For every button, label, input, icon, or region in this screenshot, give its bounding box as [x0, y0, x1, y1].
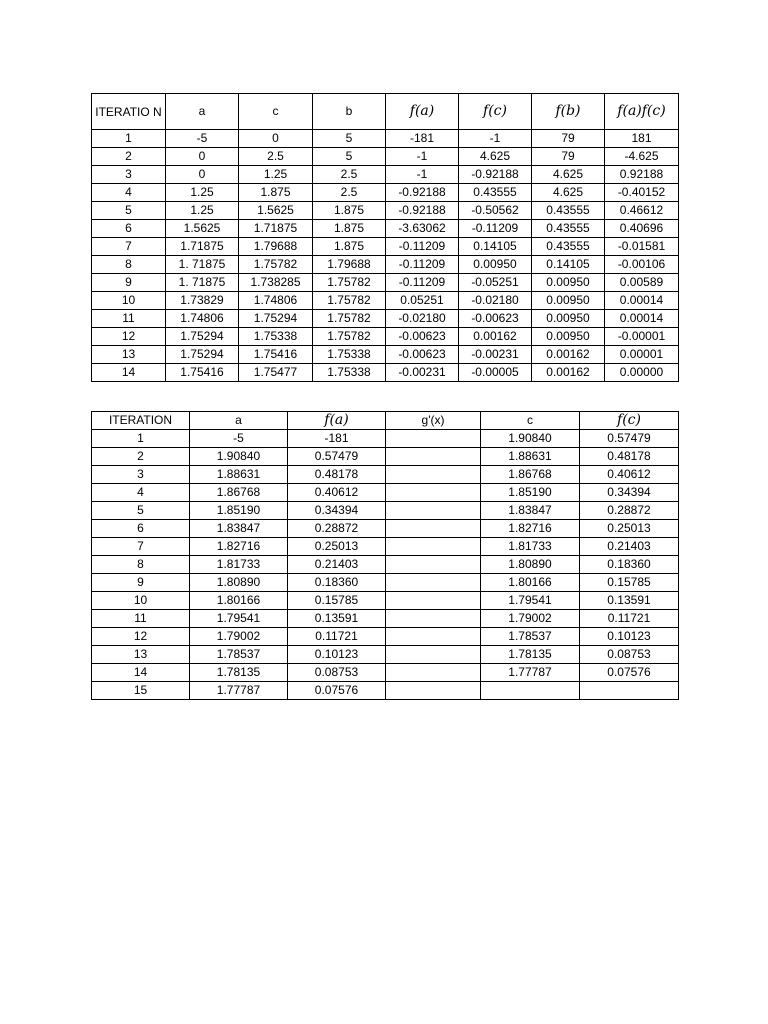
table-cell: 1.83847	[190, 520, 288, 538]
newton-table-body	[92, 430, 679, 700]
table-cell: 0.43555	[459, 184, 532, 202]
table-cell: -0.50562	[459, 202, 532, 220]
table-cell: 0.57479	[580, 430, 679, 448]
table-cell: 0.46612	[605, 202, 679, 220]
table-row	[92, 220, 679, 238]
table-cell	[580, 682, 679, 700]
table-cell: -0.00106	[605, 256, 679, 274]
table-cell	[481, 682, 580, 700]
table-cell: 1.75782	[239, 256, 313, 274]
table-cell: 0.48178	[580, 448, 679, 466]
table-cell: 1	[92, 430, 190, 448]
table-cell: -0.40152	[605, 184, 679, 202]
table-header-row	[92, 412, 679, 430]
table-cell: 0.10123	[288, 646, 386, 664]
table-cell: 0.00162	[459, 328, 532, 346]
table-row	[92, 202, 679, 220]
header-f-c: f(c)	[459, 94, 532, 130]
table-cell: 0.18360	[288, 574, 386, 592]
table-cell: -0.00623	[386, 346, 459, 364]
table-cell: 10	[92, 292, 166, 310]
table-row	[92, 682, 679, 700]
table-cell: 0.00162	[532, 346, 605, 364]
table-cell: 1.88631	[190, 466, 288, 484]
table-cell: 0.05251	[386, 292, 459, 310]
header-f-b: f(b)	[532, 94, 605, 130]
table-cell: 1.75338	[239, 328, 313, 346]
table-cell: 13	[92, 346, 166, 364]
table-row	[92, 646, 679, 664]
table-cell: 7	[92, 538, 190, 556]
table-cell: 1.71875	[239, 220, 313, 238]
table-cell: -0.00623	[459, 310, 532, 328]
table-cell: 1.75416	[166, 364, 239, 382]
table-cell: 1.875	[239, 184, 313, 202]
header-c: c	[481, 412, 580, 430]
header-a: a	[190, 412, 288, 430]
table-cell: 0.92188	[605, 166, 679, 184]
table-cell: 79	[532, 130, 605, 148]
table-row	[92, 628, 679, 646]
table-cell: -5	[166, 130, 239, 148]
table-cell: 1.80890	[190, 574, 288, 592]
table-cell: 1.88631	[481, 448, 580, 466]
table-cell: 0	[166, 166, 239, 184]
table-cell: 2	[92, 148, 166, 166]
table-cell: 0.07576	[580, 664, 679, 682]
table-cell: 1.75338	[313, 346, 386, 364]
table-cell: 0.14105	[532, 256, 605, 274]
table-cell: 8	[92, 256, 166, 274]
table-cell: 0	[166, 148, 239, 166]
table-cell: 181	[605, 130, 679, 148]
table-row	[92, 448, 679, 466]
table-cell: 0	[239, 130, 313, 148]
table-cell: 1.875	[313, 220, 386, 238]
table-cell: -0.05251	[459, 274, 532, 292]
table-cell: 1.80890	[481, 556, 580, 574]
header-b: b	[313, 94, 386, 130]
table-cell: 1.79002	[481, 610, 580, 628]
table-cell: 0.08753	[580, 646, 679, 664]
table-cell: 1.81733	[481, 538, 580, 556]
table-cell	[386, 556, 481, 574]
table-cell: 1.82716	[481, 520, 580, 538]
table-cell	[386, 538, 481, 556]
table-cell	[386, 664, 481, 682]
table-cell: 0.11721	[580, 610, 679, 628]
table-cell: 0.40612	[288, 484, 386, 502]
table-cell: 1.71875	[166, 238, 239, 256]
bisection-table-body	[92, 130, 679, 382]
table-cell: 1.79688	[313, 256, 386, 274]
table-row	[92, 328, 679, 346]
table-cell: 1.875	[313, 238, 386, 256]
table-cell: 5	[313, 130, 386, 148]
table-cell: 1.90840	[481, 430, 580, 448]
table-cell: -0.02180	[459, 292, 532, 310]
table-row	[92, 238, 679, 256]
table-cell: 0.00950	[532, 328, 605, 346]
table-cell: -0.01581	[605, 238, 679, 256]
table-cell: 0.13591	[580, 592, 679, 610]
table-cell: 0.43555	[532, 202, 605, 220]
table-cell: 1.25	[166, 202, 239, 220]
table-cell: 0.00950	[532, 310, 605, 328]
table-cell: 1.86768	[481, 466, 580, 484]
table-cell: 1.5625	[166, 220, 239, 238]
table-cell: 1.77787	[481, 664, 580, 682]
table-cell: -1	[459, 130, 532, 148]
table-cell: 0.25013	[580, 520, 679, 538]
table-cell: 1.74806	[239, 292, 313, 310]
table-cell: 0.00162	[532, 364, 605, 382]
table-cell	[386, 610, 481, 628]
table-row	[92, 148, 679, 166]
table-cell: 1.85190	[481, 484, 580, 502]
table-cell: 0.34394	[580, 484, 679, 502]
header-f-a: f(a)	[288, 412, 386, 430]
table-cell: 5	[313, 148, 386, 166]
table-cell: 1.79002	[190, 628, 288, 646]
table-cell: 0.40696	[605, 220, 679, 238]
table-row	[92, 274, 679, 292]
table-cell: 0.00950	[532, 292, 605, 310]
table-cell: 0.43555	[532, 238, 605, 256]
table-cell: 1.75338	[313, 364, 386, 382]
table-cell: -4.625	[605, 148, 679, 166]
table-cell: 4	[92, 184, 166, 202]
table-cell: -0.92188	[386, 202, 459, 220]
table-cell: 1.75294	[166, 328, 239, 346]
table-cell	[386, 628, 481, 646]
bisection-table	[91, 93, 679, 382]
table-cell: 0.18360	[580, 556, 679, 574]
table-cell: -3.63062	[386, 220, 459, 238]
table-row	[92, 574, 679, 592]
table-cell: 1.78537	[190, 646, 288, 664]
table-cell: 0.21403	[580, 538, 679, 556]
table-cell: 0.07576	[288, 682, 386, 700]
table-row	[92, 166, 679, 184]
table-cell: 1.85190	[190, 502, 288, 520]
table-cell: 0.43555	[532, 220, 605, 238]
table-cell: -0.00231	[386, 364, 459, 382]
table-cell: 4.625	[459, 148, 532, 166]
table-cell: 1.75782	[313, 310, 386, 328]
table-cell: -181	[386, 130, 459, 148]
table-cell: -0.00231	[459, 346, 532, 364]
table-cell: 0.21403	[288, 556, 386, 574]
header-a: a	[166, 94, 239, 130]
table-cell: 3	[92, 466, 190, 484]
table-cell	[386, 466, 481, 484]
table-cell: 1.79541	[481, 592, 580, 610]
table-cell: 1	[92, 130, 166, 148]
header-g-prime-x: g'(x)	[386, 412, 481, 430]
table-header-row	[92, 94, 679, 130]
table-cell: 0.48178	[288, 466, 386, 484]
table-row	[92, 592, 679, 610]
table-row	[92, 364, 679, 382]
table-cell: 1.78135	[190, 664, 288, 682]
table-cell: 1.82716	[190, 538, 288, 556]
table-cell: -181	[288, 430, 386, 448]
table-cell: 0.11721	[288, 628, 386, 646]
table-cell: 6	[92, 520, 190, 538]
table-cell: 1.75782	[313, 328, 386, 346]
table-cell: 10	[92, 592, 190, 610]
table-cell: -0.11209	[386, 256, 459, 274]
table-cell: 1.77787	[190, 682, 288, 700]
table-cell	[386, 430, 481, 448]
table-cell: 1.81733	[190, 556, 288, 574]
table-cell: -1	[386, 166, 459, 184]
table-row	[92, 466, 679, 484]
table-cell: 12	[92, 328, 166, 346]
table-cell: 1. 71875	[166, 274, 239, 292]
table-cell: 11	[92, 610, 190, 628]
table-cell: 0.00014	[605, 292, 679, 310]
table-cell	[386, 646, 481, 664]
table-row	[92, 346, 679, 364]
table-cell: 0.57479	[288, 448, 386, 466]
header-iteration: ITERATION	[92, 412, 190, 430]
table-cell	[386, 574, 481, 592]
table-row	[92, 310, 679, 328]
table-cell: 1.78537	[481, 628, 580, 646]
table-cell: 0.28872	[288, 520, 386, 538]
table-cell: 79	[532, 148, 605, 166]
table-cell: 1.75782	[313, 292, 386, 310]
table-cell: 0.25013	[288, 538, 386, 556]
table-row	[92, 130, 679, 148]
table-cell	[386, 520, 481, 538]
table-cell: 4.625	[532, 166, 605, 184]
table-cell: 1.80166	[481, 574, 580, 592]
table-cell: 4	[92, 484, 190, 502]
table-cell	[386, 592, 481, 610]
table-cell: 0.08753	[288, 664, 386, 682]
table-cell: 0.00014	[605, 310, 679, 328]
table-row	[92, 184, 679, 202]
table-cell: 2.5	[239, 148, 313, 166]
table-row	[92, 610, 679, 628]
table-cell: -0.92188	[386, 184, 459, 202]
table-cell: 1.75477	[239, 364, 313, 382]
table-cell: 1.83847	[481, 502, 580, 520]
table-cell: 0.13591	[288, 610, 386, 628]
table-cell: 1.25	[166, 184, 239, 202]
table-cell: 1.74806	[166, 310, 239, 328]
table-row	[92, 502, 679, 520]
table-cell: 0.34394	[288, 502, 386, 520]
table-row	[92, 664, 679, 682]
table-cell: 14	[92, 364, 166, 382]
table-cell	[386, 448, 481, 466]
table-cell: 15	[92, 682, 190, 700]
table-cell: -0.11209	[459, 220, 532, 238]
table-cell: -0.02180	[386, 310, 459, 328]
table-cell: 1.79688	[239, 238, 313, 256]
table-row	[92, 256, 679, 274]
table-cell: 0.40612	[580, 466, 679, 484]
table-cell: -0.00001	[605, 328, 679, 346]
table-cell: 2	[92, 448, 190, 466]
table-cell: 1.875	[313, 202, 386, 220]
table-cell: 8	[92, 556, 190, 574]
table-cell: 9	[92, 274, 166, 292]
header-f-c: f(c)	[580, 412, 679, 430]
table-cell: 1.75416	[239, 346, 313, 364]
table-cell: -1	[386, 148, 459, 166]
table-cell: 0.14105	[459, 238, 532, 256]
table-cell: 1.78135	[481, 646, 580, 664]
table-row	[92, 520, 679, 538]
table-row	[92, 430, 679, 448]
table-row	[92, 538, 679, 556]
table-row	[92, 484, 679, 502]
table-cell: -0.00623	[386, 328, 459, 346]
header-iteration: ITERATIO N	[92, 94, 166, 130]
table-row	[92, 556, 679, 574]
table-cell: 1.73829	[166, 292, 239, 310]
table-cell: 1.90840	[190, 448, 288, 466]
header-c: c	[239, 94, 313, 130]
table-cell: 1.80166	[190, 592, 288, 610]
table-cell: -5	[190, 430, 288, 448]
table-cell: 0.00950	[532, 274, 605, 292]
table-cell: 0.00950	[459, 256, 532, 274]
table-cell: 0.28872	[580, 502, 679, 520]
table-cell: 11	[92, 310, 166, 328]
table-cell: 9	[92, 574, 190, 592]
table-cell: 1. 71875	[166, 256, 239, 274]
table-cell: 1.738285	[239, 274, 313, 292]
header-f-a-f-c: f(a)f(c)	[605, 94, 679, 130]
table-cell: 1.75294	[239, 310, 313, 328]
table-cell: 3	[92, 166, 166, 184]
table-cell: 0.00589	[605, 274, 679, 292]
table-cell: 1.75782	[313, 274, 386, 292]
table-cell: -0.92188	[459, 166, 532, 184]
table-cell: 0.15785	[580, 574, 679, 592]
table-cell: 1.75294	[166, 346, 239, 364]
table-cell	[386, 484, 481, 502]
table-cell: -0.11209	[386, 274, 459, 292]
table-cell: 6	[92, 220, 166, 238]
table-cell: 1.25	[239, 166, 313, 184]
table-cell: 2.5	[313, 184, 386, 202]
header-f-a: f(a)	[386, 94, 459, 130]
table-cell: 0.10123	[580, 628, 679, 646]
newton-table	[91, 411, 679, 700]
table-cell: 0.15785	[288, 592, 386, 610]
table-cell: 4.625	[532, 184, 605, 202]
table-cell: 5	[92, 202, 166, 220]
table-cell: 12	[92, 628, 190, 646]
table-cell: 0.00001	[605, 346, 679, 364]
table-row	[92, 292, 679, 310]
table-cell: 1.86768	[190, 484, 288, 502]
table-cell: 2.5	[313, 166, 386, 184]
table-cell	[386, 502, 481, 520]
table-cell: 7	[92, 238, 166, 256]
table-cell	[386, 682, 481, 700]
table-cell: 14	[92, 664, 190, 682]
table-cell: 0.00000	[605, 364, 679, 382]
table-cell: 1.5625	[239, 202, 313, 220]
table-cell: 1.79541	[190, 610, 288, 628]
table-cell: 13	[92, 646, 190, 664]
table-cell: -0.11209	[386, 238, 459, 256]
table-cell: 5	[92, 502, 190, 520]
table-cell: -0.00005	[459, 364, 532, 382]
